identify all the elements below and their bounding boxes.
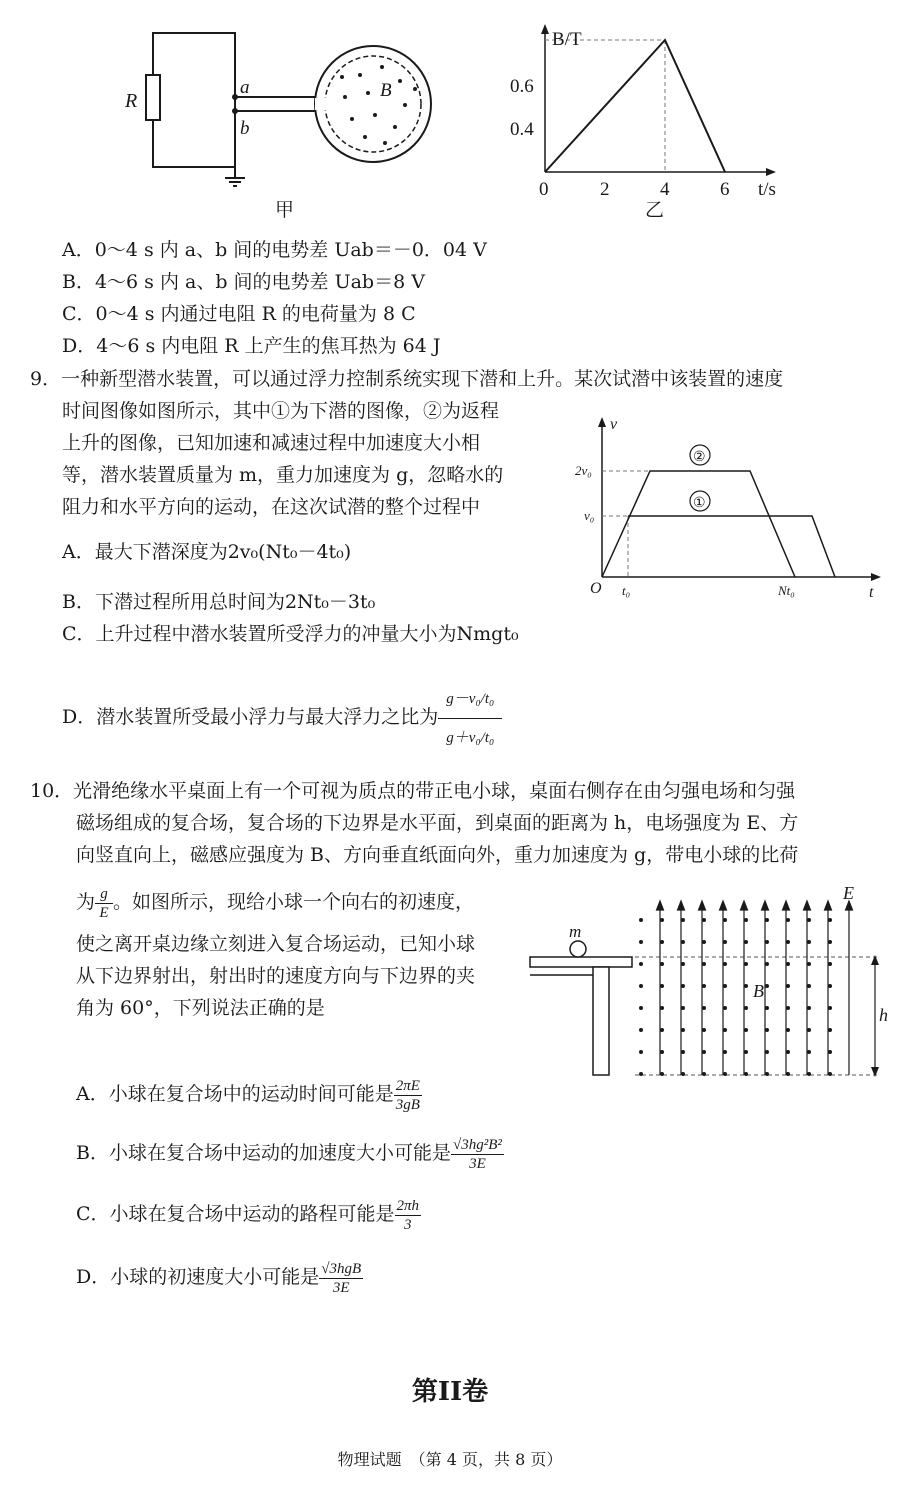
b-field-dot	[681, 962, 685, 966]
q9-stem-1: 9．一种新型潜水装置，可以通过浮力控制系统实现下潜和上升。某次试潜中该装置的速度	[30, 368, 784, 390]
section-title: 第II卷	[411, 1377, 489, 1407]
q9-vt-graph	[575, 415, 890, 605]
b-field-dot	[660, 1028, 664, 1032]
e-field-arrow	[783, 901, 790, 910]
curve-2-label: ②	[693, 450, 706, 465]
q10-option-c-prefix: C．小球在复合场中运动的路程可能是	[76, 1203, 395, 1225]
b-field-dot	[639, 918, 643, 922]
label-a: a	[240, 77, 250, 98]
b-field-dot	[702, 962, 706, 966]
b-field-dot	[744, 1006, 748, 1010]
e-field-arrow	[741, 901, 748, 910]
b-field-dot	[681, 1028, 685, 1032]
b-field-dot	[828, 940, 832, 944]
q10-option-a-num: 2πE	[395, 1077, 420, 1094]
b-field-dot	[744, 1050, 748, 1054]
q10-stem-2: 磁场组成的复合场，复合场的下边界是水平面，到桌面的距离为 h，电场强度为 E、方	[76, 812, 799, 834]
b-field-dot	[723, 1072, 727, 1076]
b-field-dot	[765, 940, 769, 944]
q8-option-a: A．0～4 s 内 a、b 间的电势差 Uab＝－0．04 V	[62, 239, 487, 261]
q10-option-d-prefix: D．小球的初速度大小可能是	[76, 1266, 320, 1288]
b-field-dot	[744, 1028, 748, 1032]
q10-option-c-fraction	[395, 1197, 422, 1234]
x-tick-2: 2	[600, 179, 610, 200]
q9-option-c: C．上升过程中潜水装置所受浮力的冲量大小为Nmgt₀	[62, 623, 519, 645]
b-field-dot	[786, 984, 790, 988]
q9-option-d-num: g－v₀/t₀	[438, 680, 502, 719]
q10-stem-3: 向竖直向上，磁感应强度为 B、方向垂直纸面向外，重力加速度为 g，带电小球的比荷	[76, 844, 799, 866]
q9-option-b: B．下潜过程所用总时间为2Nt₀－3t₀	[62, 591, 376, 613]
b-field-dot	[786, 940, 790, 944]
curve-1-line	[628, 516, 835, 577]
q10-option-b-den: 3E	[469, 1155, 486, 1172]
b-field-dot	[702, 1072, 706, 1076]
b-field-dot	[639, 1050, 643, 1054]
b-field-dot	[744, 962, 748, 966]
q10-stem-4-prefix: 为	[76, 891, 96, 913]
q10-ratio-num: g	[95, 885, 113, 904]
b-field-dot	[723, 940, 727, 944]
x-tick-4: 4	[660, 179, 670, 200]
b-field-dot	[828, 918, 832, 922]
q8-option-d: D．4～6 s 内电阻 R 上产生的焦耳热为 64 J	[62, 335, 441, 357]
b-field-dot	[639, 984, 643, 988]
label-b: b	[240, 118, 250, 139]
b-field-dot	[681, 984, 685, 988]
b-field-dot	[660, 1006, 664, 1010]
b-field-dot	[660, 1072, 664, 1076]
b-field-dot	[660, 1050, 664, 1054]
b-field-dot	[639, 1028, 643, 1032]
b-field-dot	[828, 984, 832, 988]
figure-jia-circuit	[110, 15, 450, 195]
q10-option-d-num: √3hgB	[321, 1260, 362, 1277]
b-field-dot	[807, 1072, 811, 1076]
q10-stem-6: 从下边界射出，射出时的速度方向与下边界的夹	[76, 965, 476, 987]
q9-stem-4: 等，潜水装置质量为 m，重力加速度为 g，忽略水的	[62, 464, 504, 486]
y-tick-04: 0.4	[510, 119, 534, 140]
figure-yi-graph	[490, 20, 790, 220]
b-field-dot	[786, 918, 790, 922]
b-field-dot	[639, 962, 643, 966]
b-field-dot	[744, 940, 748, 944]
v-axis-label: v	[610, 416, 618, 433]
label-m: m	[569, 922, 582, 941]
q10-stem-5: 使之离开桌边缘立刻进入复合场运动，已知小球	[76, 933, 476, 955]
b-field-dot	[681, 1072, 685, 1076]
b-field-dot	[807, 1050, 811, 1054]
b-field-dot	[639, 940, 643, 944]
b-field-dot	[765, 1006, 769, 1010]
q10-stem-4	[76, 880, 474, 924]
b-field-dot	[765, 962, 769, 966]
e-field-arrow	[825, 901, 832, 910]
b-field-dot	[660, 940, 664, 944]
b-field-dot	[828, 1006, 832, 1010]
b-field-dot	[807, 962, 811, 966]
b-field-dot	[765, 1028, 769, 1032]
e-field-arrow	[699, 901, 706, 910]
b-field-dot	[681, 1050, 685, 1054]
b-field-dot	[681, 918, 685, 922]
caption-yi: 乙	[645, 199, 665, 221]
q9-stem-3: 上升的图像，已知加速和减速过程中加速度大小相	[62, 432, 481, 454]
label-E: E	[843, 883, 854, 903]
q10-option-c-den: 3	[404, 1216, 412, 1233]
b-t-line	[545, 40, 725, 172]
b-field-dot	[702, 918, 706, 922]
page-footer: 物理试题 （第 4 页，共 8 页）	[337, 1450, 563, 1469]
q9-option-a: A．最大下潜深度为2v₀(Nt₀－4t₀)	[62, 541, 352, 563]
q8-option-b: B．4～6 s 内 a、b 间的电势差 Uab＝8 V	[62, 271, 425, 293]
q10-ratio-den: E	[99, 904, 109, 921]
origin-label: O	[590, 580, 602, 597]
q10-option-a	[76, 1072, 422, 1116]
b-field-dot	[744, 918, 748, 922]
q10-option-a-fraction	[394, 1077, 422, 1114]
b-field-dot	[807, 940, 811, 944]
b-field-dot	[786, 1006, 790, 1010]
e-field-arrow	[762, 901, 769, 910]
b-field-dot	[786, 1050, 790, 1054]
label-2v0: 2v₀	[575, 463, 592, 478]
q10-option-c	[76, 1192, 421, 1236]
q9-stem-5: 阻力和水平方向的运动，在这次试潜的整个过程中	[62, 496, 481, 518]
q10-option-a-den: 3gB	[395, 1096, 420, 1113]
x-tick-0: 0	[539, 179, 549, 200]
b-field-dot	[765, 1072, 769, 1076]
b-field-dot	[660, 918, 664, 922]
q9-option-d-den: g＋v₀/t₀	[446, 729, 495, 746]
q10-stem-7: 角为 60°，下列说法正确的是	[76, 997, 325, 1019]
b-field-dot	[723, 918, 727, 922]
b-field-dot	[744, 1072, 748, 1076]
y-axis-label: B/T	[552, 29, 582, 50]
label-t0: t₀	[622, 583, 631, 598]
b-field-dot	[723, 962, 727, 966]
b-field-dot	[660, 984, 664, 988]
b-field-dot	[702, 940, 706, 944]
b-field-dot	[786, 1028, 790, 1032]
e-field-arrow	[678, 901, 685, 910]
b-field-dot	[828, 1072, 832, 1076]
q10-option-b-prefix: B．小球在复合场中运动的加速度大小可能是	[76, 1142, 451, 1164]
b-field-dot	[723, 984, 727, 988]
b-field-dot	[765, 918, 769, 922]
b-field-dot	[828, 1028, 832, 1032]
b-field-dot	[723, 1050, 727, 1054]
b-field-dot	[702, 1006, 706, 1010]
q9-option-d-fraction	[438, 680, 502, 757]
b-field-dot	[702, 1050, 706, 1054]
curve-1-label: ①	[693, 496, 706, 511]
e-field-arrow	[657, 901, 664, 910]
b-field-dot	[639, 1006, 643, 1010]
x-axis-label: t/s	[758, 179, 776, 200]
label-Nt0: Nt₀	[778, 583, 795, 598]
b-field-dot	[723, 1006, 727, 1010]
e-field-arrow	[720, 901, 727, 910]
b-field-dot	[660, 962, 664, 966]
t-axis-label: t	[869, 584, 874, 601]
q10-option-a-prefix: A．小球在复合场中的运动时间可能是	[76, 1083, 394, 1105]
q9-stem-2: 时间图像如图所示，其中①为下潜的图像，②为返程	[62, 400, 500, 422]
label-v0: v₀	[584, 508, 595, 523]
q9-option-d	[62, 672, 502, 762]
b-field-dot	[681, 1006, 685, 1010]
q10-option-b-fraction	[451, 1136, 504, 1173]
q10-stem-4-suffix: 。如图所示，现给小球一个向右的初速度，	[113, 891, 475, 913]
q10-option-d-den: 3E	[332, 1279, 350, 1296]
b-field-dot	[765, 1050, 769, 1054]
q10-ratio-fraction	[95, 885, 113, 922]
q10-option-c-num: 2πh	[396, 1197, 420, 1214]
b-field-dot	[723, 1028, 727, 1032]
b-field-dot	[807, 984, 811, 988]
b-field-dot	[807, 1028, 811, 1032]
label-B: B	[753, 981, 764, 1001]
q10-option-b	[76, 1131, 504, 1175]
label-h: h	[879, 1005, 888, 1025]
q10-option-d-fraction	[319, 1260, 363, 1297]
q9-option-d-prefix: D．潜水装置所受最小浮力与最大浮力之比为	[62, 706, 439, 728]
caption-jia: 甲	[275, 199, 295, 221]
y-tick-06: 0.6	[510, 76, 534, 97]
b-field-dot	[807, 918, 811, 922]
b-field-dot	[786, 962, 790, 966]
e-field-arrow	[804, 901, 811, 910]
q10-field-figure	[525, 885, 895, 1085]
b-field-dot	[744, 984, 748, 988]
b-field-dot	[786, 1072, 790, 1076]
x-tick-6: 6	[720, 179, 730, 200]
b-field-dot	[765, 984, 769, 988]
b-field-dot	[828, 1050, 832, 1054]
label-R: R	[125, 90, 138, 112]
b-field-dot	[828, 962, 832, 966]
b-field-dot	[702, 1028, 706, 1032]
b-field-dot	[702, 984, 706, 988]
b-field-dot	[681, 940, 685, 944]
q10-option-b-num: √3hg²B²	[452, 1136, 502, 1153]
q10-stem-1: 10．光滑绝缘水平桌面上有一个可视为质点的带正电小球，桌面右侧存在由匀强电场和匀强	[30, 780, 796, 802]
curve-2-line	[602, 471, 795, 577]
q10-option-d	[76, 1255, 363, 1299]
b-field-dot	[807, 1006, 811, 1010]
label-B-field: B	[380, 80, 392, 101]
q8-option-c: C．0～4 s 内通过电阻 R 的电荷量为 8 C	[62, 303, 416, 325]
b-field-dot	[639, 1072, 643, 1076]
